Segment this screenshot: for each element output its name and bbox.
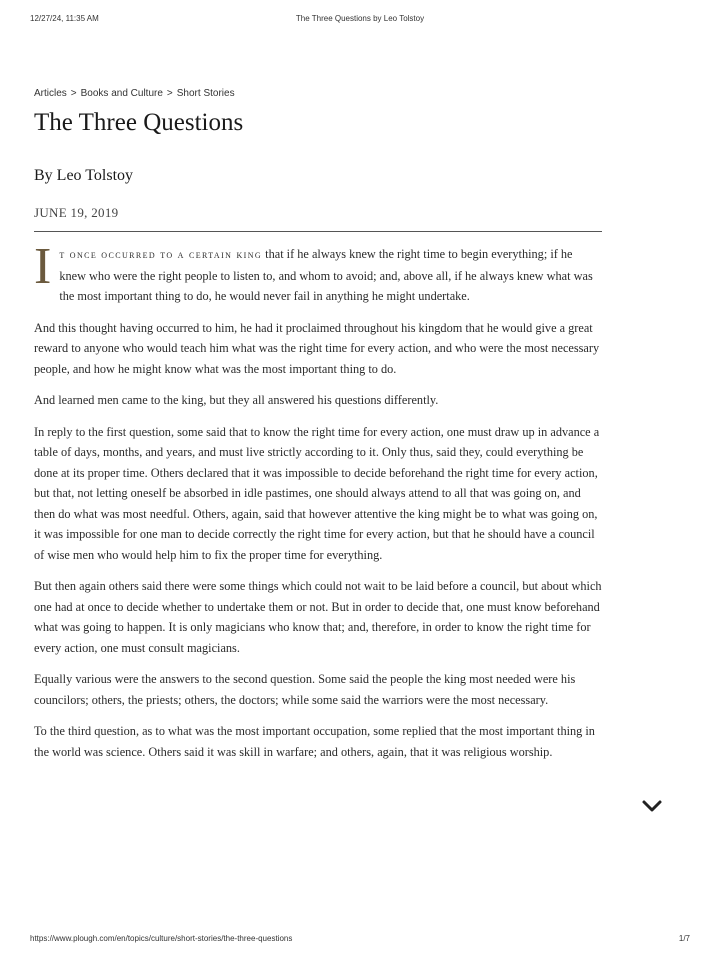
breadcrumb-articles[interactable]: Articles [34,88,67,99]
print-footer [30,934,690,943]
page-number: 1/7 [678,934,690,943]
print-header [30,14,690,28]
article-date: JUNE 19, 2019 [34,205,602,232]
print-timestamp: 12/27/24, 11:35 AM [30,14,99,23]
paragraph: To the third question, as to what was the most important occupation, some replied that the most important thing in the world was science. Others said it was skill in warfare; and others, again, that it was religious worship. [34,724,595,759]
article-title: The Three Questions [34,109,244,136]
breadcrumb-short-stories[interactable]: Short Stories [176,88,235,99]
paragraph: And this thought having occurred to him, he had it proclaimed throughout his kingdom that he would give a great reward to anyone who would teach him what was the right time for every action, and who were the most necessary people, and how he might know what was the most important thing to do. [34,320,600,376]
paragraph: But then again others said there were some things which could not wait to be laid before a council, but about which one had at once to decide whether to undertake them or not. But in order to decide that, one must know beforehand what was going to happen. It is only magicians who know that; and, therefore, in order to know the right time for every action, one must consult magicians. [34,579,602,655]
article [34,88,602,773]
print-url: https://www.plough.com/en/topics/culture/short-stories/the-three-questions [30,934,293,943]
paragraph: And learned men came to the king, but they all answered his questions differently. [34,393,439,407]
article-body [34,238,602,762]
breadcrumb-separator: > [166,88,173,99]
lead-text: that if he always knew the right time to begin everything; if he knew who were the right people to listen to, and whom to avoid; and, above all, if he always knew what was the most important thing to do, he would never fail in anything he might undertake. [59,247,593,303]
lead-smallcaps: t once occurred to a certain king [59,249,263,261]
breadcrumb-books-and-culture[interactable]: Books and Culture [80,88,163,99]
breadcrumb-separator: > [70,88,77,99]
article-byline: By Leo Tolstoy [34,167,134,184]
drop-cap: I [34,238,52,295]
print-document-title: The Three Questions by Leo Tolstoy [295,14,425,23]
chevron-down-icon[interactable] [641,798,663,814]
paragraph: In reply to the first question, some said that to know the right time for every action, one must draw up in advance a table of days, months, and years, and must live strictly according to it. Only thus, said they, could everything be done at its proper time. Others declared that it was impossible to decide beforehand the right time for every action, but that, not letting oneself be absorbed in idle pastimes, one should always attend to all that was going on, and then do what was most needful. Others, again, said that however attentive the king might be to what was going on, it was impossible for one man to decide correctly the right time for every action, but that he should have a council of wise men who would help him to fix the proper time for everything. [34,424,600,562]
paragraph: Equally various were the answers to the second question. Some said the people the king most needed were his councilors; others, the priests; others, the doctors; while some said the warriors were the most necessary. [34,672,576,707]
breadcrumb [34,88,602,99]
lead-paragraph [34,238,602,307]
